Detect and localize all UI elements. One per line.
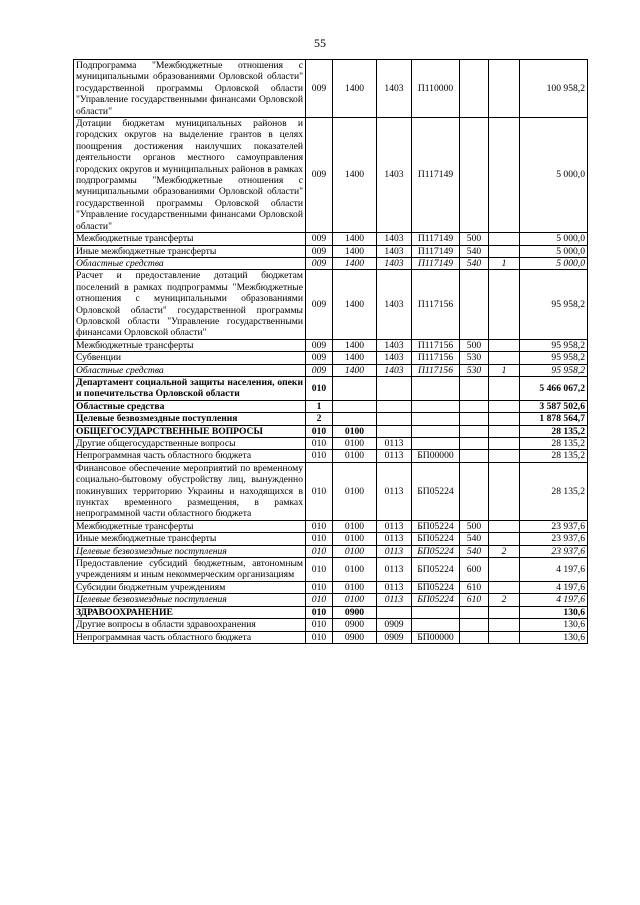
- admin-code-cell: 009: [306, 257, 333, 269]
- expense-type-cell: [460, 118, 489, 233]
- item-name-cell: Подпрограмма "Межбюджетные отношения с муниципальными образованиями Орловской области" государственной программы Орловской области "Управление государственными финансами Орловской области": [74, 60, 306, 118]
- target-article-cell: БП05224: [412, 533, 460, 545]
- funding-source-cell: [489, 270, 520, 339]
- item-name-cell: Расчет и предоставление дотаций бюджетам поселений в рамках подпрограммы "Межбюджетные отношения с муниципальными образованиями Орловской области" государственной программы Орловской области "Управление государственными финансами Орловской области": [74, 270, 306, 339]
- subsection-code-cell: 1403: [377, 118, 412, 233]
- admin-code-cell: 010: [306, 545, 333, 557]
- amount-cell: 23 937,6: [520, 520, 588, 532]
- table-row: [74, 60, 588, 118]
- section-code-cell: 1400: [333, 233, 377, 245]
- section-code-cell: 0100: [333, 594, 377, 606]
- amount-cell: 95 958,2: [520, 364, 588, 376]
- subsection-code-cell: 1403: [377, 233, 412, 245]
- funding-source-cell: [489, 376, 520, 400]
- funding-source-cell: [489, 425, 520, 437]
- amount-cell: 95 958,2: [520, 339, 588, 351]
- table-row: [74, 400, 588, 412]
- item-name-cell: Межбюджетные трансферты: [74, 233, 306, 245]
- table-row: [74, 438, 588, 450]
- section-code-cell: 0100: [333, 425, 377, 437]
- admin-code-cell: 009: [306, 339, 333, 351]
- section-code-cell: [333, 400, 377, 412]
- admin-code-cell: 010: [306, 462, 333, 520]
- admin-code-cell: 010: [306, 425, 333, 437]
- subsection-code-cell: [377, 413, 412, 425]
- target-article-cell: П117149: [412, 118, 460, 233]
- section-code-cell: 0100: [333, 533, 377, 545]
- admin-code-cell: 2: [306, 413, 333, 425]
- target-article-cell: БП00000: [412, 631, 460, 643]
- admin-code-cell: 009: [306, 233, 333, 245]
- admin-code-cell: 009: [306, 270, 333, 339]
- target-article-cell: [412, 606, 460, 618]
- target-article-cell: [412, 400, 460, 412]
- funding-source-cell: [489, 245, 520, 257]
- target-article-cell: П117156: [412, 270, 460, 339]
- admin-code-cell: 010: [306, 520, 333, 532]
- section-code-cell: 1400: [333, 118, 377, 233]
- table-row: [74, 425, 588, 437]
- item-name-cell: Межбюджетные трансферты: [74, 339, 306, 351]
- funding-source-cell: [489, 233, 520, 245]
- funding-source-cell: [489, 581, 520, 593]
- table-row: [74, 581, 588, 593]
- target-article-cell: [412, 438, 460, 450]
- funding-source-cell: [489, 60, 520, 118]
- expense-type-cell: 540: [460, 545, 489, 557]
- target-article-cell: П117156: [412, 364, 460, 376]
- amount-cell: 28 135,2: [520, 425, 588, 437]
- budget-table: [73, 59, 588, 644]
- table-row: [74, 450, 588, 462]
- funding-source-cell: [489, 631, 520, 643]
- funding-source-cell: [489, 438, 520, 450]
- funding-source-cell: [489, 533, 520, 545]
- subsection-code-cell: 1403: [377, 339, 412, 351]
- expense-type-cell: [460, 425, 489, 437]
- target-article-cell: БП05224: [412, 545, 460, 557]
- table-row: [74, 413, 588, 425]
- table-row: [74, 245, 588, 257]
- expense-type-cell: [460, 270, 489, 339]
- target-article-cell: [412, 376, 460, 400]
- admin-code-cell: 010: [306, 594, 333, 606]
- table-row: [74, 631, 588, 643]
- expense-type-cell: [460, 413, 489, 425]
- target-article-cell: П117156: [412, 339, 460, 351]
- amount-cell: 1 878 564,7: [520, 413, 588, 425]
- amount-cell: 3 587 502,6: [520, 400, 588, 412]
- expense-type-cell: [460, 438, 489, 450]
- target-article-cell: [412, 413, 460, 425]
- table-row: [74, 364, 588, 376]
- target-article-cell: БП05224: [412, 558, 460, 582]
- admin-code-cell: 010: [306, 533, 333, 545]
- expense-type-cell: 600: [460, 558, 489, 582]
- funding-source-cell: [489, 619, 520, 631]
- item-name-cell: ЗДРАВООХРАНЕНИЕ: [74, 606, 306, 618]
- target-article-cell: П117149: [412, 257, 460, 269]
- expense-type-cell: [460, 450, 489, 462]
- section-code-cell: 0100: [333, 581, 377, 593]
- expense-type-cell: [460, 606, 489, 618]
- item-name-cell: Субвенции: [74, 352, 306, 364]
- subsection-code-cell: 1403: [377, 352, 412, 364]
- item-name-cell: Дотации бюджетам муниципальных районов и городских округов на выделение грантов в целях поощрения достижения наилучших показателей деятельности органов местного самоуправления городских округов и муниципальных районов в рамках подпрограммы "Межбюджетные отношения с муниципальными образованиями Орловской области" государственной программы Орловской области "Управление государственными финансами Орловской области": [74, 118, 306, 233]
- budget-table-body: [74, 60, 588, 644]
- amount-cell: 130,6: [520, 606, 588, 618]
- table-row: [74, 558, 588, 582]
- subsection-code-cell: 0113: [377, 558, 412, 582]
- admin-code-cell: 010: [306, 619, 333, 631]
- section-code-cell: 0100: [333, 545, 377, 557]
- table-row: [74, 339, 588, 351]
- table-row: [74, 545, 588, 557]
- expense-type-cell: 500: [460, 520, 489, 532]
- subsection-code-cell: [377, 606, 412, 618]
- admin-code-cell: 010: [306, 376, 333, 400]
- admin-code-cell: 010: [306, 438, 333, 450]
- amount-cell: 5 000,0: [520, 118, 588, 233]
- section-code-cell: 1400: [333, 60, 377, 118]
- subsection-code-cell: [377, 400, 412, 412]
- subsection-code-cell: 0113: [377, 520, 412, 532]
- subsection-code-cell: 1403: [377, 245, 412, 257]
- section-code-cell: 0100: [333, 558, 377, 582]
- expense-type-cell: [460, 376, 489, 400]
- expense-type-cell: [460, 60, 489, 118]
- expense-type-cell: 540: [460, 257, 489, 269]
- expense-type-cell: 540: [460, 533, 489, 545]
- target-article-cell: П117149: [412, 245, 460, 257]
- item-name-cell: Другие вопросы в области здравоохранения: [74, 619, 306, 631]
- target-article-cell: БП05224: [412, 520, 460, 532]
- subsection-code-cell: 0113: [377, 581, 412, 593]
- funding-source-cell: 2: [489, 545, 520, 557]
- item-name-cell: Иные межбюджетные трансферты: [74, 245, 306, 257]
- item-name-cell: Областные средства: [74, 257, 306, 269]
- item-name-cell: Иные межбюджетные трансферты: [74, 533, 306, 545]
- admin-code-cell: 010: [306, 450, 333, 462]
- expense-type-cell: [460, 462, 489, 520]
- section-code-cell: 1400: [333, 352, 377, 364]
- section-code-cell: 1400: [333, 364, 377, 376]
- section-code-cell: 0100: [333, 438, 377, 450]
- subsection-code-cell: 0113: [377, 462, 412, 520]
- funding-source-cell: [489, 339, 520, 351]
- table-row: [74, 270, 588, 339]
- target-article-cell: БП05224: [412, 581, 460, 593]
- item-name-cell: Департамент социальной защиты населения, опеки и попечительства Орловской области: [74, 376, 306, 400]
- amount-cell: 5 000,0: [520, 257, 588, 269]
- funding-source-cell: 2: [489, 594, 520, 606]
- section-code-cell: 1400: [333, 257, 377, 269]
- expense-type-cell: 530: [460, 352, 489, 364]
- admin-code-cell: 009: [306, 364, 333, 376]
- section-code-cell: 0100: [333, 462, 377, 520]
- item-name-cell: Непрограммная часть областного бюджета: [74, 450, 306, 462]
- page-number: 55: [314, 36, 326, 50]
- expense-type-cell: 530: [460, 364, 489, 376]
- amount-cell: 4 197,6: [520, 594, 588, 606]
- item-name-cell: Межбюджетные трансферты: [74, 520, 306, 532]
- amount-cell: 23 937,6: [520, 545, 588, 557]
- admin-code-cell: 010: [306, 558, 333, 582]
- subsection-code-cell: 0113: [377, 545, 412, 557]
- table-row: [74, 376, 588, 400]
- target-article-cell: [412, 619, 460, 631]
- item-name-cell: ОБЩЕГОСУДАРСТВЕННЫЕ ВОПРОСЫ: [74, 425, 306, 437]
- item-name-cell: Предоставление субсидий бюджетным, автономным учреждениям и иным некоммерческим организациям: [74, 558, 306, 582]
- table-row: [74, 462, 588, 520]
- table-row: [74, 520, 588, 532]
- expense-type-cell: 610: [460, 594, 489, 606]
- subsection-code-cell: 0909: [377, 619, 412, 631]
- table-row: [74, 594, 588, 606]
- table-row: [74, 352, 588, 364]
- target-article-cell: П110000: [412, 60, 460, 118]
- section-code-cell: 0100: [333, 450, 377, 462]
- section-code-cell: 1400: [333, 270, 377, 339]
- section-code-cell: 0900: [333, 606, 377, 618]
- item-name-cell: Областные средства: [74, 364, 306, 376]
- amount-cell: 28 135,2: [520, 438, 588, 450]
- admin-code-cell: 010: [306, 606, 333, 618]
- section-code-cell: 0900: [333, 619, 377, 631]
- expense-type-cell: 500: [460, 339, 489, 351]
- admin-code-cell: 010: [306, 581, 333, 593]
- amount-cell: 100 958,2: [520, 60, 588, 118]
- funding-source-cell: [489, 520, 520, 532]
- expense-type-cell: 540: [460, 245, 489, 257]
- table-row: [74, 533, 588, 545]
- table-row: [74, 619, 588, 631]
- section-code-cell: 1400: [333, 339, 377, 351]
- amount-cell: 95 958,2: [520, 352, 588, 364]
- amount-cell: 130,6: [520, 619, 588, 631]
- subsection-code-cell: 0113: [377, 450, 412, 462]
- section-code-cell: [333, 413, 377, 425]
- table-row: [74, 233, 588, 245]
- amount-cell: 5 466 067,2: [520, 376, 588, 400]
- funding-source-cell: [489, 413, 520, 425]
- funding-source-cell: [489, 352, 520, 364]
- subsection-code-cell: 1403: [377, 364, 412, 376]
- subsection-code-cell: 0113: [377, 594, 412, 606]
- section-code-cell: [333, 376, 377, 400]
- target-article-cell: БП00000: [412, 450, 460, 462]
- table-row: [74, 257, 588, 269]
- admin-code-cell: 009: [306, 352, 333, 364]
- target-article-cell: БП05224: [412, 594, 460, 606]
- item-name-cell: Субсидии бюджетным учреждениям: [74, 581, 306, 593]
- table-row: [74, 118, 588, 233]
- admin-code-cell: 010: [306, 631, 333, 643]
- item-name-cell: Непрограммная часть областного бюджета: [74, 631, 306, 643]
- amount-cell: 28 135,2: [520, 462, 588, 520]
- amount-cell: 95 958,2: [520, 270, 588, 339]
- expense-type-cell: [460, 619, 489, 631]
- funding-source-cell: 1: [489, 364, 520, 376]
- funding-source-cell: [489, 400, 520, 412]
- target-article-cell: [412, 425, 460, 437]
- target-article-cell: БП05224: [412, 462, 460, 520]
- target-article-cell: П117156: [412, 352, 460, 364]
- subsection-code-cell: [377, 425, 412, 437]
- expense-type-cell: [460, 400, 489, 412]
- admin-code-cell: 009: [306, 118, 333, 233]
- admin-code-cell: 009: [306, 60, 333, 118]
- expense-type-cell: [460, 631, 489, 643]
- target-article-cell: П117149: [412, 233, 460, 245]
- subsection-code-cell: 1403: [377, 270, 412, 339]
- funding-source-cell: [489, 450, 520, 462]
- subsection-code-cell: 0909: [377, 631, 412, 643]
- item-name-cell: Целевые безвозмездные поступления: [74, 545, 306, 557]
- subsection-code-cell: [377, 376, 412, 400]
- subsection-code-cell: 1403: [377, 257, 412, 269]
- item-name-cell: Целевые безвозмездные поступления: [74, 594, 306, 606]
- expense-type-cell: 500: [460, 233, 489, 245]
- section-code-cell: 1400: [333, 245, 377, 257]
- section-code-cell: 0900: [333, 631, 377, 643]
- funding-source-cell: [489, 606, 520, 618]
- subsection-code-cell: 0113: [377, 533, 412, 545]
- amount-cell: 5 000,0: [520, 245, 588, 257]
- subsection-code-cell: 0113: [377, 438, 412, 450]
- amount-cell: 28 135,2: [520, 450, 588, 462]
- item-name-cell: Областные средства: [74, 400, 306, 412]
- funding-source-cell: [489, 558, 520, 582]
- amount-cell: 130,6: [520, 631, 588, 643]
- subsection-code-cell: 1403: [377, 60, 412, 118]
- amount-cell: 23 937,6: [520, 533, 588, 545]
- amount-cell: 5 000,0: [520, 233, 588, 245]
- amount-cell: 4 197,6: [520, 558, 588, 582]
- admin-code-cell: 009: [306, 245, 333, 257]
- item-name-cell: Финансовое обеспечение мероприятий по временному социально-бытовому обустройству лиц, вынужденно покинувших территорию Украины и находящихся в пунктах временного размещения, в рамках непрограммной части областного бюджета: [74, 462, 306, 520]
- funding-source-cell: 1: [489, 257, 520, 269]
- section-code-cell: 0100: [333, 520, 377, 532]
- item-name-cell: Другие общегосударственные вопросы: [74, 438, 306, 450]
- item-name-cell: Целевые безвозмездные поступления: [74, 413, 306, 425]
- table-row: [74, 606, 588, 618]
- funding-source-cell: [489, 462, 520, 520]
- funding-source-cell: [489, 118, 520, 233]
- admin-code-cell: 1: [306, 400, 333, 412]
- amount-cell: 4 197,6: [520, 581, 588, 593]
- expense-type-cell: 610: [460, 581, 489, 593]
